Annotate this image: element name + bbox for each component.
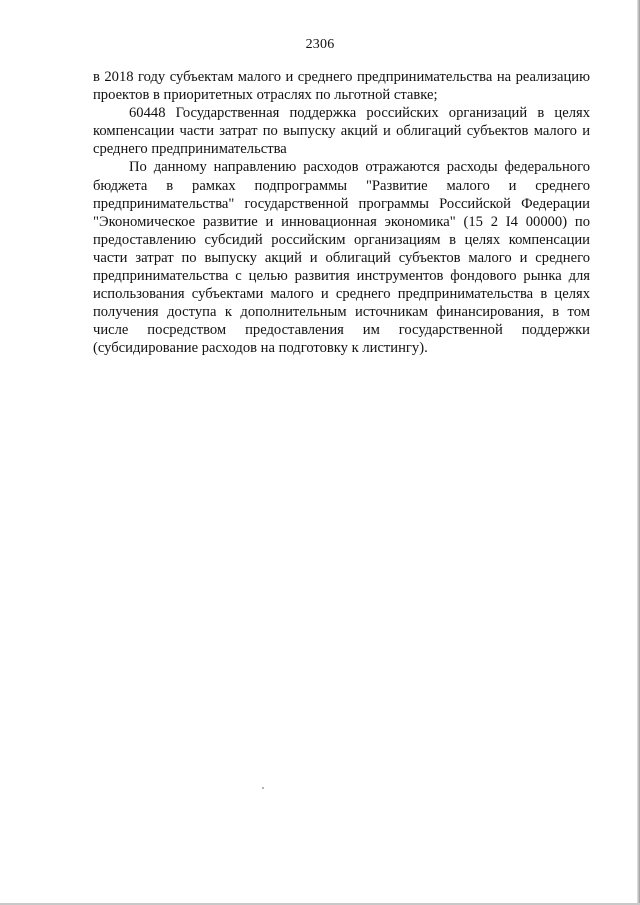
- page-number: 2306: [305, 37, 335, 52]
- document-body: [93, 68, 590, 358]
- paragraph-code-60448: 60448 Государственная поддержка российских организаций в целях компенсации части затрат по выпуску акций и облигаций субъектов малого и среднего предпринимательства: [93, 105, 590, 158]
- paragraph-description: По данному направлению расходов отражаются расходы федерального бюджета в рамках подпрограммы "Развитие малого и среднего предпринимательства" государственной программы Российской Федерации "Экономическое развитие и инновационная экономика" (15 2 I4 00000) по предоставлению субсидий российским организациям в целях компенсации части затрат по выпуску акций и облигаций субъектов малого и среднего предпринимательства с целью развития инструментов фондового рынка для использования субъектами малого и среднего предпринимательства в целях получения доступа к дополнительным источникам финансирования, в том числе посредством предоставления им государственной поддержки (субсидирование расходов на подготовку к листингу).: [93, 159, 590, 357]
- paragraph-continuation: в 2018 году субъектам малого и среднего предпринимательства на реализацию проектов в приоритетных отраслях по льготной ставке;: [93, 69, 590, 104]
- scan-speck: [262, 787, 264, 789]
